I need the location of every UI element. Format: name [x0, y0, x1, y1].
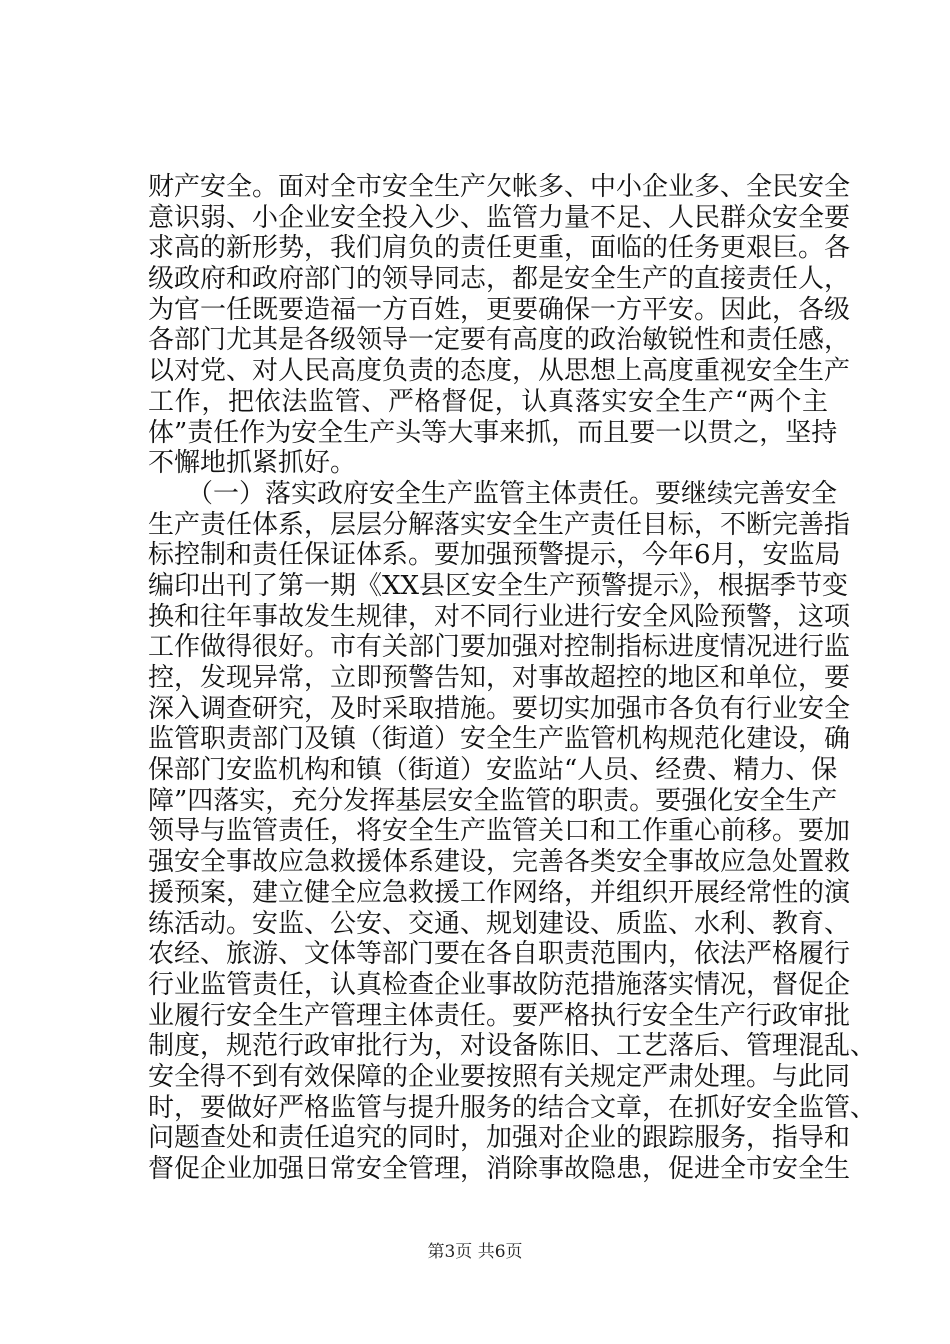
text-line: 安全得不到有效保障的企业要按照有关规定严肃处理。与此同	[148, 1061, 851, 1092]
text-line: 体”责任作为安全生产头等大事来抓，而且要一以贯之，坚持	[148, 417, 838, 448]
page-footer: 第3页 共6页	[427, 1242, 523, 1262]
text-line: 标控制和责任保证体系。要加强预警提示，今年6月，安监局	[148, 540, 841, 571]
text-line: 练活动。安监、公安、交通、规划建设、质监、水利、教育、	[148, 908, 851, 939]
text-line: 时，要做好严格监管与提升服务的结合文章，在抓好安全监管、	[148, 1092, 877, 1123]
text-line: （一）落实政府安全生产监管主体责任。要继续完善安全	[148, 478, 838, 509]
text-line: 各部门尤其是各级领导一定要有高度的政治敏锐性和责任感，	[148, 325, 851, 356]
text-line: 为官一任既要造福一方百姓，更要确保一方平安。因此，各级	[148, 294, 851, 325]
text-line: 级政府和政府部门的领导同志，都是安全生产的直接责任人，	[148, 264, 851, 295]
text-line: 工作，把依法监管、严格督促，认真落实安全生产“两个主	[148, 386, 828, 417]
text-line: 换和往年事故发生规律，对不同行业进行安全风险预警，这项	[148, 601, 851, 632]
text-line: 深入调查研究，及时采取措施。要切实加强市各负有行业安全	[148, 693, 851, 724]
text-line: 控，发现异常，立即预警告知，对事故超控的地区和单位，要	[148, 663, 851, 693]
text-line: 领导与监管责任，将安全生产监管关口和工作重心前移。要加	[148, 816, 851, 847]
text-line: 编印出刊了第一期《XX县区安全生产预警提示》，根据季节变	[148, 570, 849, 601]
text-line: 财产安全。面对全市安全生产欠帐多、中小企业多、全民安全	[148, 172, 851, 202]
text-line: 保部门安监机构和镇（街道）安监站“人员、经费、精力、保	[148, 755, 838, 786]
text-line: 制度，规范行政审批行为，对设备陈旧、工艺落后、管理混乱、	[148, 1031, 877, 1062]
text-line: 援预案，建立健全应急救援工作网络，并组织开展经常性的演	[148, 877, 851, 908]
text-line: 农经、旅游、文体等部门要在各自职责范围内，依法严格履行	[148, 939, 851, 970]
text-line: 问题查处和责任追究的同时，加强对企业的跟踪服务，指导和	[148, 1123, 851, 1154]
text-line: 强安全事故应急救援体系建设，完善各类安全事故应急处置救	[148, 847, 851, 878]
text-line: 以对党、对人民高度负责的态度，从思想上高度重视安全生产	[148, 356, 851, 387]
text-line: 不懈地抓紧抓好。	[148, 448, 357, 479]
text-line: 意识弱、小企业安全投入少、监管力量不足、人民群众安全要	[148, 202, 851, 233]
text-line: 督促企业加强日常安全管理，消除事故隐患，促进全市安全生	[148, 1154, 851, 1184]
text-line: 生产责任体系，层层分解落实安全生产责任目标，不断完善指	[148, 509, 851, 540]
text-line: 工作做得很好。市有关部门要加强对控制指标进度情况进行监	[148, 632, 851, 663]
text-line: 行业监管责任，认真检查企业事故防范措施落实情况，督促企	[148, 969, 851, 1000]
text-line: 求高的新形势，我们肩负的责任更重，面临的任务更艰巨。各	[148, 233, 851, 264]
text-line: 障”四落实，充分发挥基层安全监管的职责。要强化安全生产	[148, 785, 838, 816]
text-line: 监管职责部门及镇（街道）安全生产监管机构规范化建设，确	[148, 724, 851, 755]
text-line: 业履行安全生产管理主体责任。要严格执行安全生产行政审批	[148, 1000, 851, 1031]
body-text	[148, 172, 877, 1185]
